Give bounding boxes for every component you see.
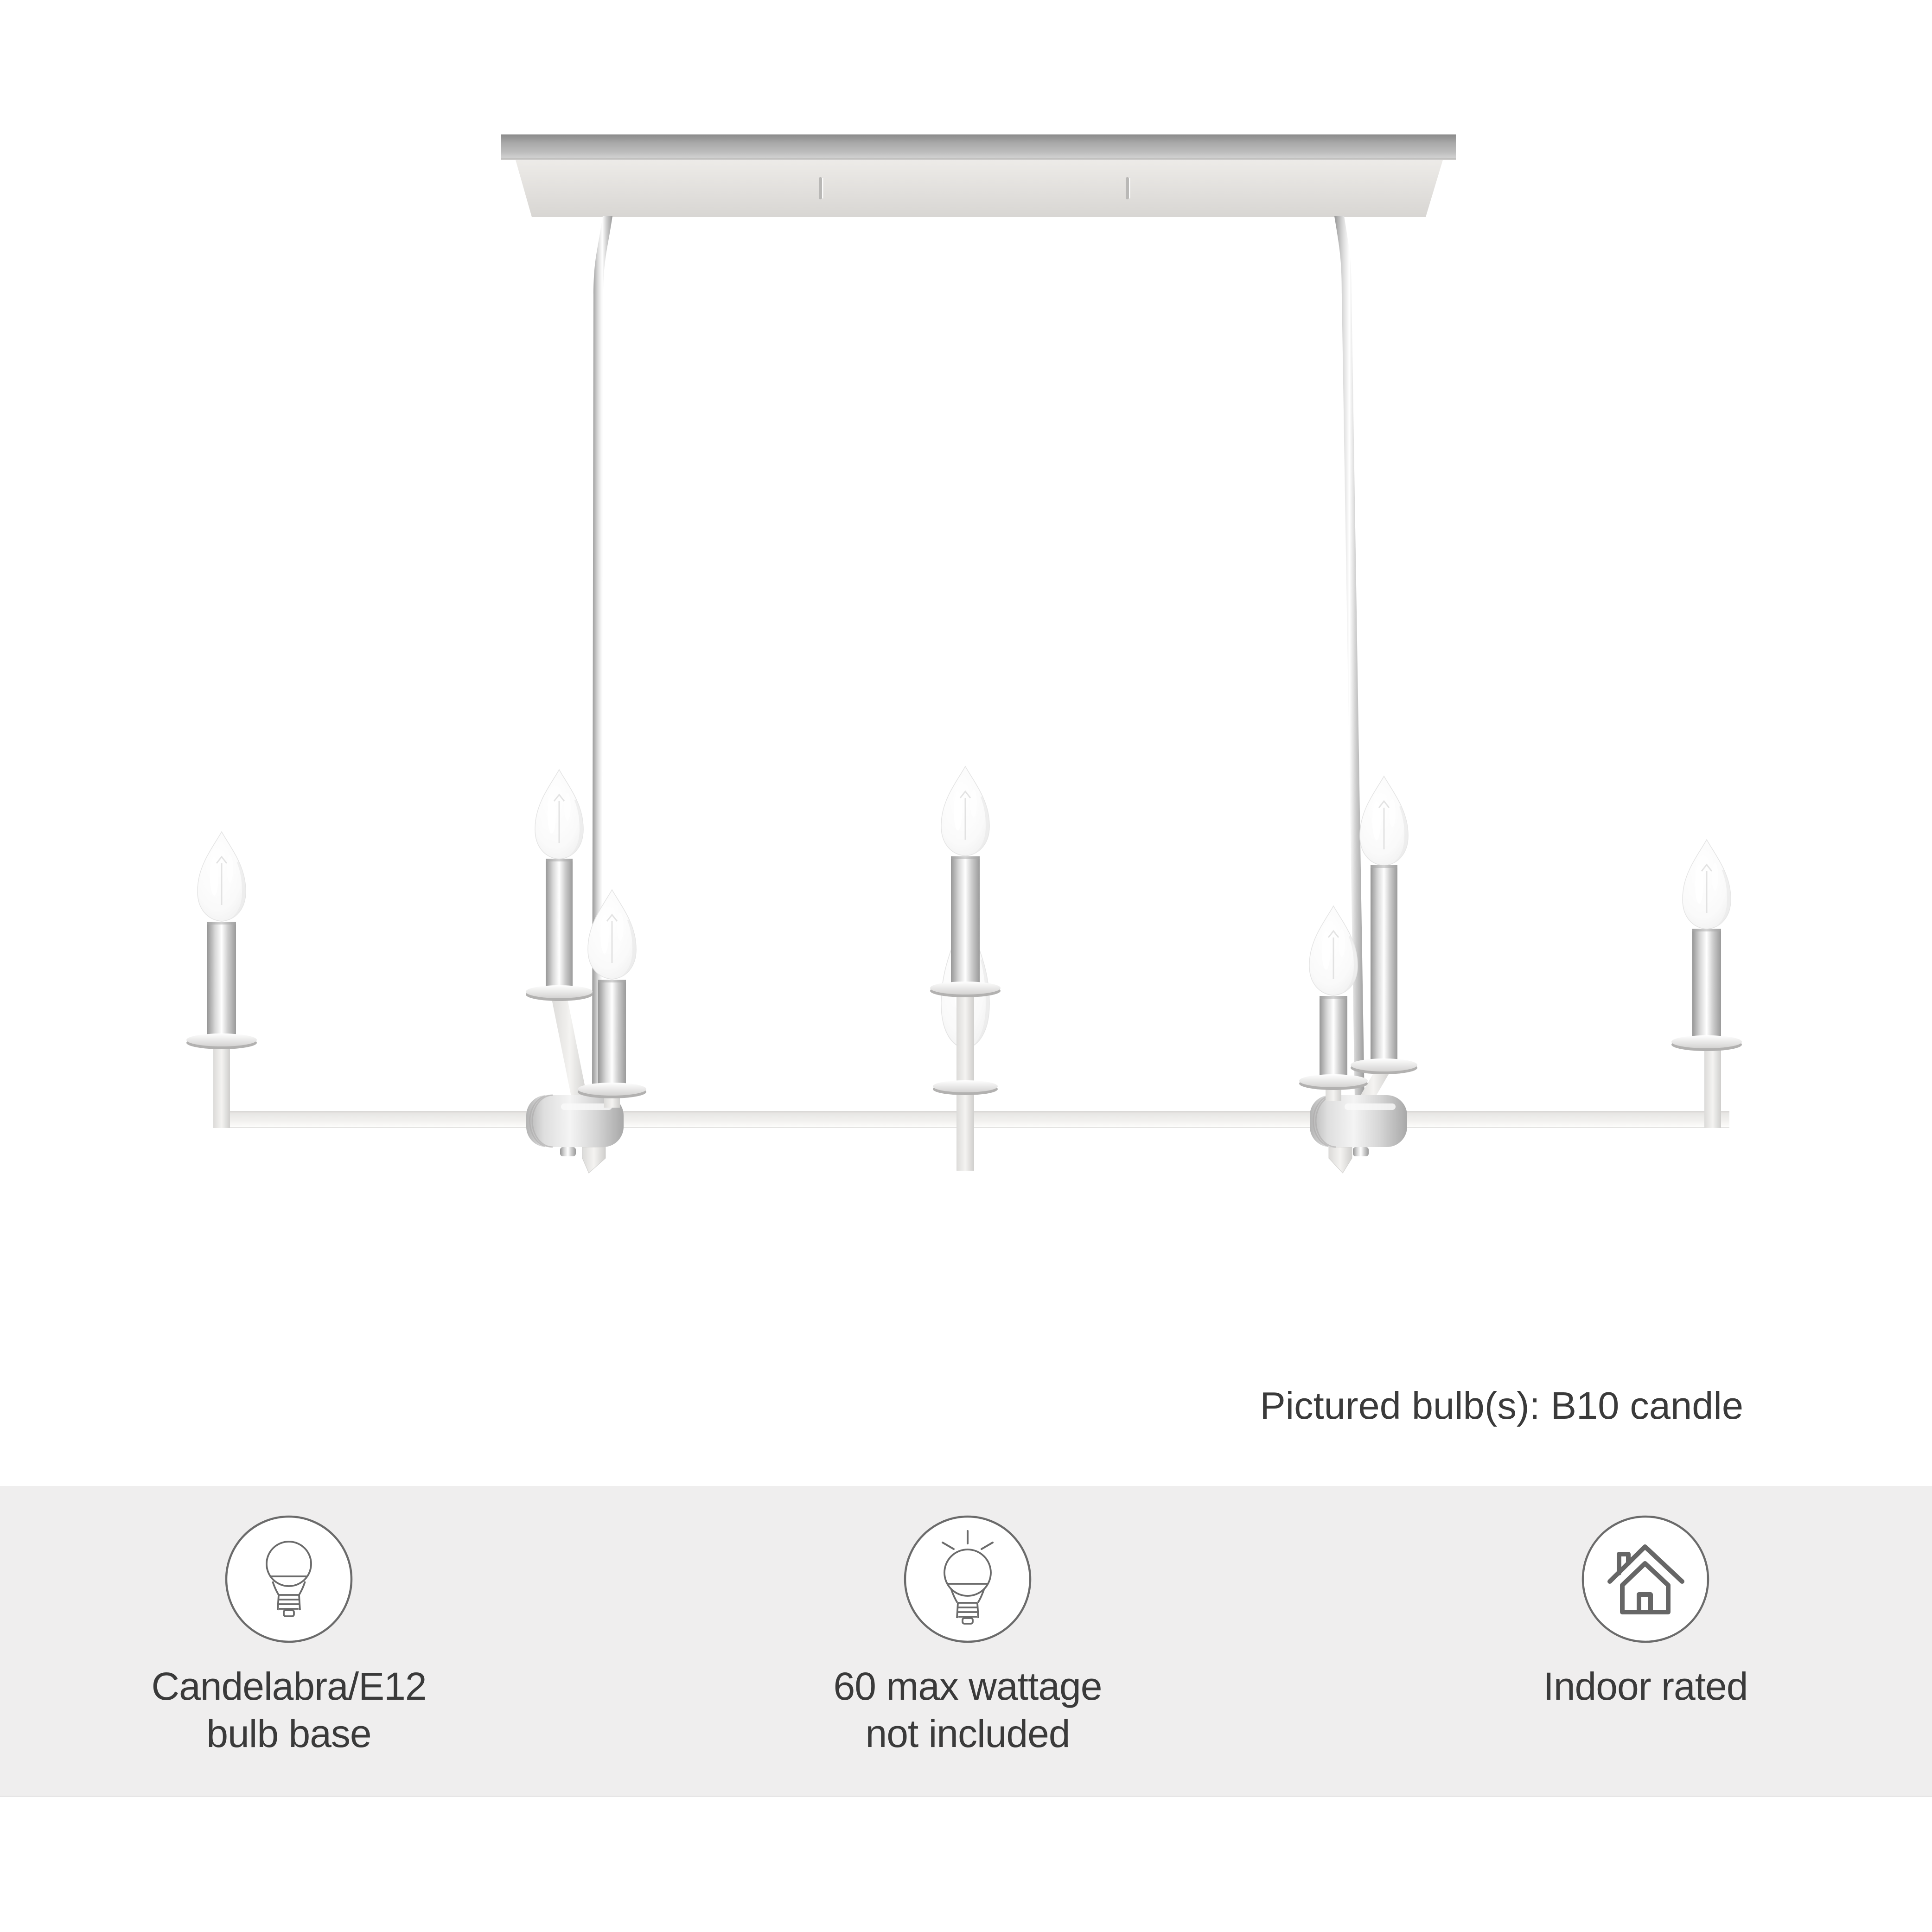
feature-label-line2: bulb base: [206, 1712, 371, 1755]
ceiling-canopy: [501, 134, 1456, 217]
feature-label-line2: not included: [865, 1712, 1070, 1755]
candle-center-front: [941, 766, 989, 986]
house-icon: [1576, 1510, 1715, 1649]
canopy-edge: [501, 134, 1456, 159]
feature-label-line1: 60 max wattage: [833, 1664, 1102, 1708]
features-band: [0, 1486, 1932, 1797]
feature-bulb-base: [0, 1486, 590, 1796]
feature-indoor-rated: [1344, 1486, 1932, 1796]
hub-right: [1310, 1095, 1407, 1173]
feature-label-line1: Indoor rated: [1543, 1664, 1748, 1708]
candle-left-front: [578, 890, 646, 1108]
lit-bulb-icon: [898, 1510, 1037, 1649]
pictured-bulb-note: Pictured bulb(s): B10 candle: [1260, 1384, 1743, 1427]
candle-left-back: [526, 770, 593, 1103]
feature-label-line1: Candelabra/E12: [151, 1664, 427, 1708]
candle-left-end: [186, 832, 257, 1128]
bulb-outline-icon: [219, 1510, 358, 1649]
canopy-underside: [516, 160, 1443, 217]
center-arm: [930, 982, 1001, 1171]
feature-max-wattage: [666, 1486, 1269, 1796]
candle-right-end: [1671, 840, 1742, 1128]
